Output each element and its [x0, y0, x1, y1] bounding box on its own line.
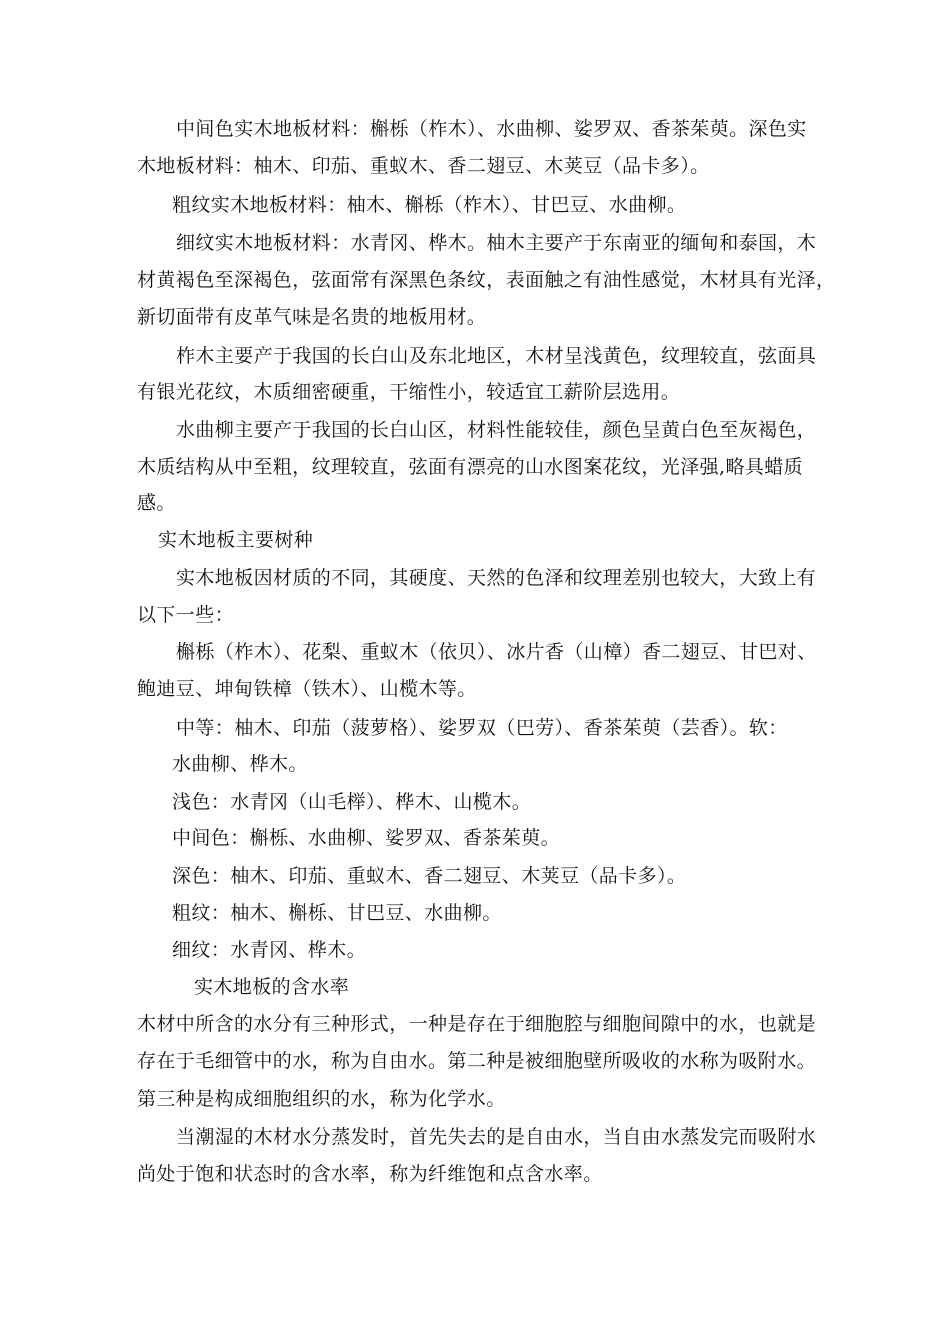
text-line: 中间色：槲栎、水曲柳、娑罗双、香茶茱萸。	[172, 827, 561, 849]
text-line: 存在于毛细管中的水，称为自由水。第二种是被细胞壁所吸收的水称为吸附水。	[137, 1050, 817, 1072]
text-line: 以下一些：	[137, 604, 235, 626]
text-line: 尚处于饱和状态时的含水率，称为纤维饱和点含水率。	[137, 1163, 603, 1185]
text-line: 柞木主要产于我国的长白山及东北地区，木材呈浅黄色，纹理较直，弦面具	[176, 345, 817, 367]
text-line: 浅色：水青冈（山毛榉）、桦木、山榄木。	[172, 791, 532, 813]
text-line: 深色：柚木、印茄、重蚁木、香二翅豆、木荚豆（品卡多）。	[172, 865, 687, 887]
text-line: 实木地板因材质的不同，其硬度、天然的色泽和纹理差别也较大，大致上有	[176, 567, 817, 589]
text-line: 中等：柚木、印茄（菠萝格）、娑罗双（巴劳）、香茶茱萸（芸香）。软：	[176, 717, 788, 739]
text-line: 粗纹：柚木、槲栎、甘巴豆、水曲柳。	[172, 902, 502, 924]
text-line: 细纹实木地板材料：水青冈、桦木。柚木主要产于东南亚的缅甸和泰国，木	[176, 232, 817, 254]
text-line: 感。	[137, 492, 176, 514]
text-line: 材黄褐色至深褐色，弦面常有深黑色条纹，表面触之有油性感觉，木材具有光泽，	[137, 269, 836, 291]
text-line: 细纹：水青冈、桦木。	[172, 939, 367, 961]
text-line: 木材中所含的水分有三种形式，一种是存在于细胞腔与细胞间隙中的水，也就是	[137, 1013, 817, 1035]
text-line: 木质结构从中至粗，纹理较直，弦面有漂亮的山水图案花纹，光泽强,略具蜡质	[137, 456, 804, 478]
text-line: 新切面带有皮革气味是名贵的地板用材。	[137, 306, 487, 328]
text-line: 第三种是构成细胞组织的水，称为化学水。	[137, 1088, 506, 1110]
text-line: 水曲柳、桦木。	[172, 753, 308, 775]
text-line: 粗纹实木地板材料：柚木、槲栎（柞木）、甘巴豆、水曲柳。	[172, 194, 687, 216]
text-line: 有银光花纹，木质细密硬重，干缩性小，较适宜工薪阶层选用。	[137, 381, 681, 403]
section-heading: 实木地板主要树种	[158, 529, 314, 551]
text-line: 鲍迪豆、坤甸铁樟（铁木）、山榄木等。	[137, 678, 477, 700]
text-line: 槲栎（柞木）、花梨、重蚁木（依贝）、冰片香（山樟）香二翅豆、甘巴对、	[176, 641, 817, 663]
text-line: 木地板材料：柚木、印茄、重蚁木、香二翅豆、木荚豆（品卡多）。	[137, 155, 710, 177]
section-heading: 实木地板的含水率	[194, 976, 350, 998]
text-line: 水曲柳主要产于我国的长白山区，材料性能较佳，颜色呈黄白色至灰褐色，	[176, 419, 817, 441]
text-line: 中间色实木地板材料：槲栎（柞木）、水曲柳、娑罗双、香茶茱萸。深色实	[176, 118, 807, 140]
text-line: 当潮湿的木材水分蒸发时，首先失去的是自由水，当自由水蒸发完而吸附水	[176, 1126, 817, 1148]
